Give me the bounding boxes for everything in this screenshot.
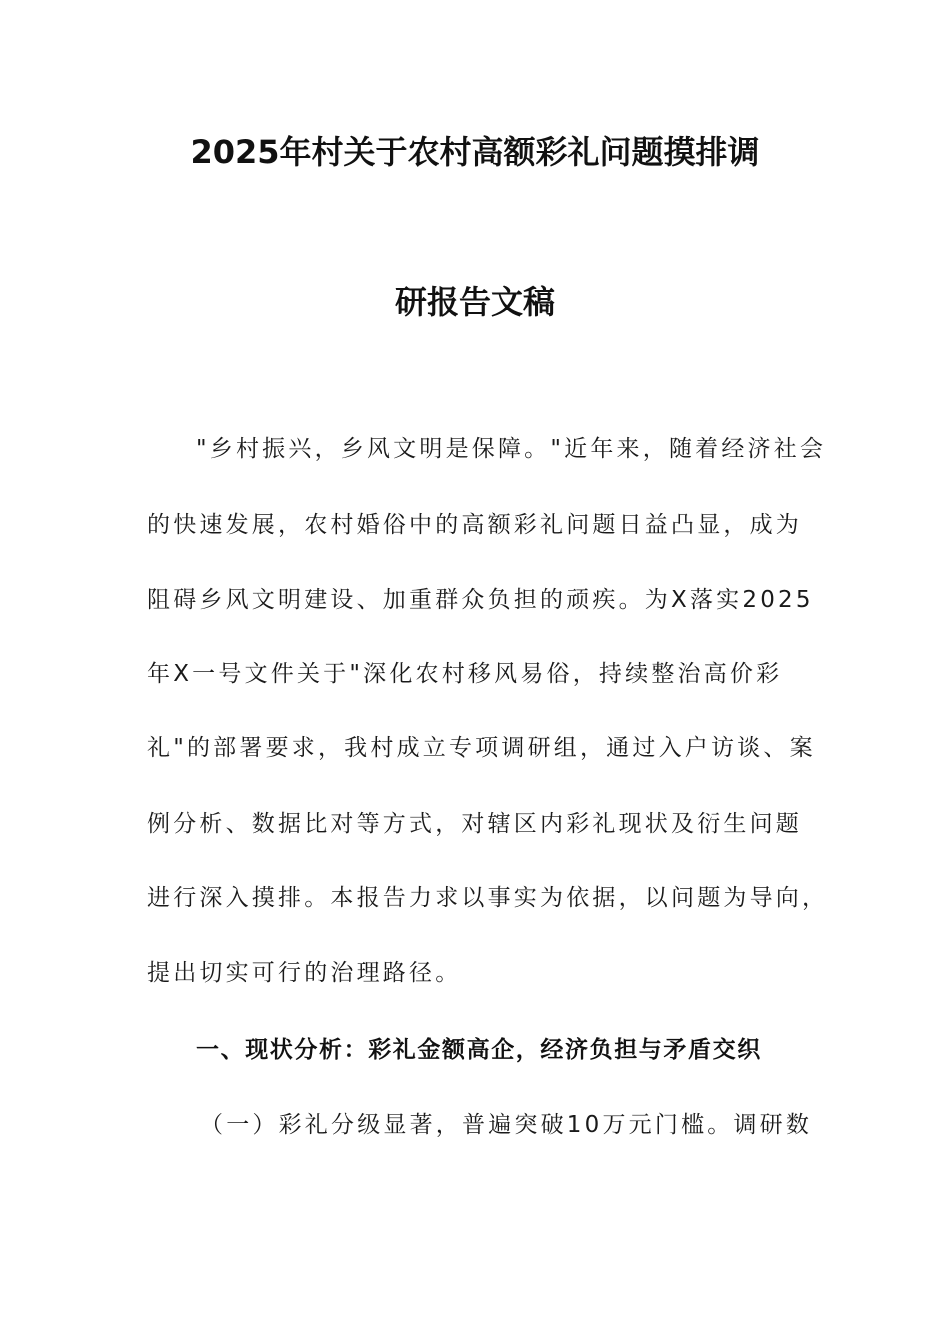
intro-paragraph-line-7: 进行深入摸排。本报告力求以事实为依据，以问题为导向， [147,885,829,911]
section-heading: 一、现状分析：彩礼金额高企，经济负担与矛盾交织 [196,1037,762,1063]
document-title-line-1: 2025年村关于农村高额彩礼问题摸排调 [190,133,760,171]
intro-paragraph-line-8: 提出切实可行的治理路径。 [147,960,462,986]
intro-paragraph-line-4: 年X一号文件关于"深化农村移风易俗，持续整治高价彩 [147,661,783,687]
subsection-paragraph-line-1: （一）彩礼分级显著，普遍突破10万元门槛。调研数 [200,1112,813,1138]
intro-paragraph-line-5: 礼"的部署要求，我村成立专项调研组，通过入户访谈、案 [147,735,816,761]
intro-paragraph-line-3: 阻碍乡风文明建设、加重群众负担的顽疾。为X落实2025 [147,587,814,613]
intro-paragraph-line-1: "乡村振兴，乡风文明是保障。"近年来，随着经济社会 [196,436,827,462]
document-title-line-2: 研报告文稿 [394,283,555,321]
intro-paragraph-line-6: 例分析、数据比对等方式，对辖区内彩礼现状及衍生问题 [147,811,802,837]
intro-paragraph-line-2: 的快速发展，农村婚俗中的高额彩礼问题日益凸显，成为 [147,512,802,538]
